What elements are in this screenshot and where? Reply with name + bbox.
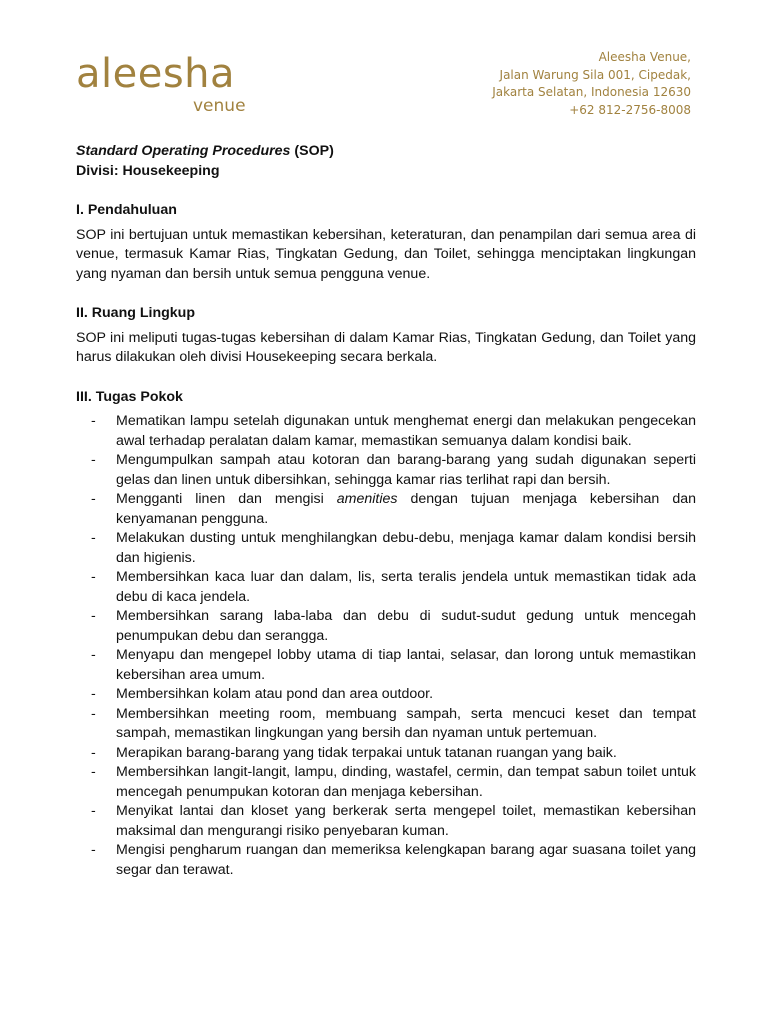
address-line: Jalan Warung Sila 001, Cipedak, bbox=[499, 67, 691, 82]
section-body-ruang-lingkup: SOP ini meliputi tugas-tugas kebersihan di dalam Kamar Rias, Tingkatan Gedung, dan Toilet yang harus dilakukan oleh divisi Housekeeping secara berkala. bbox=[76, 329, 696, 365]
list-item bbox=[76, 744, 696, 764]
task-text: Mengisi pengharum ruangan dan memeriksa kelengkapan barang agar suasana toilet yang segar dan terawat. bbox=[116, 842, 696, 878]
list-item bbox=[76, 705, 696, 744]
task-text: Membersihkan sarang laba-laba dan debu di sudut-sudut gedung untuk mencegah penumpukan debu dan serangga. bbox=[116, 608, 696, 644]
task-text: Membersihkan kolam atau pond dan area outdoor. bbox=[116, 686, 434, 702]
address-line: Aleesha Venue, bbox=[598, 50, 691, 64]
list-bullet: - bbox=[91, 452, 96, 468]
list-bullet: - bbox=[91, 647, 96, 663]
list-item bbox=[76, 412, 696, 451]
section-body-pendahuluan: SOP ini bertujuan untuk memastikan kebersihan, keteraturan, dan penampilan dari semua area di venue, termasuk Kamar Rias, Tingkatan Gedung, dan Toilet, sehingga menciptakan lingkungan yang nyaman dan bersih untuk semua pengguna venue. bbox=[76, 226, 696, 282]
list-bullet: - bbox=[91, 413, 96, 429]
task-text-italic: amenities bbox=[336, 491, 398, 507]
section-heading-pendahuluan: I. Pendahuluan bbox=[76, 202, 177, 218]
address-phone: +62 812-2756-8008 bbox=[569, 102, 691, 117]
list-item bbox=[76, 646, 696, 685]
task-text: Membersihkan meeting room, membuang sampah, serta mencuci keset dan tempat sampah, memastikan lingkungan yang bersih dan nyaman untuk pertemuan. bbox=[116, 705, 696, 741]
list-bullet: - bbox=[91, 569, 96, 585]
task-text: Membersihkan kaca luar dan dalam, lis, serta teralis jendela untuk memastikan tidak ada debu di kaca jendela. bbox=[116, 569, 696, 605]
task-text: Menyikat lantai dan kloset yang berkerak serta mengepel toilet, memastikan kebersihan maksimal dan mengurangi risiko penyebaran kuman. bbox=[116, 803, 696, 839]
section-heading-ruang-lingkup: II. Ruang Lingkup bbox=[76, 305, 196, 321]
list-item bbox=[76, 607, 696, 646]
task-text: Menyapu dan mengepel lobby utama di tiap lantai, selasar, dan lorong untuk memastikan kebersihan area umum. bbox=[116, 647, 696, 683]
list-bullet: - bbox=[91, 842, 96, 858]
doc-title bbox=[76, 142, 696, 162]
list-bullet: - bbox=[91, 744, 96, 761]
task-text: Mematikan lampu setelah digunakan untuk menghemat energi dan melakukan pengecekan awal terhadap peralatan dalam kamar, memastikan semuanya dalam kondisi baik. bbox=[116, 413, 696, 449]
list-bullet: - bbox=[91, 764, 96, 780]
document-body bbox=[76, 142, 696, 880]
list-bullet: - bbox=[91, 491, 96, 507]
list-bullet: - bbox=[91, 530, 96, 546]
section-heading-tugas-pokok: III. Tugas Pokok bbox=[76, 388, 183, 405]
aleesha-logo bbox=[76, 52, 266, 118]
task-text: Merapikan barang-barang yang tidak terpakai untuk tatanan ruangan yang baik. bbox=[116, 744, 617, 761]
doc-title-italic: Standard Operating Procedures bbox=[76, 143, 291, 159]
task-text: Melakukan dusting untuk menghilangkan debu-debu, menjaga kamar dalam kondisi bersih dan higienis. bbox=[116, 530, 696, 566]
list-item bbox=[76, 568, 696, 607]
list-item bbox=[76, 841, 696, 880]
doc-division: Divisi: Housekeeping bbox=[76, 162, 220, 179]
list-item bbox=[76, 763, 696, 802]
logo-wordmark: aleesha bbox=[76, 51, 236, 97]
address-line: Jakarta Selatan, Indonesia 12630 bbox=[492, 85, 691, 99]
doc-title-rest: (SOP) bbox=[290, 143, 334, 159]
task-text: Mengumpulkan sampah atau kotoran dan barang-barang yang sudah digunakan seperti gelas dan linen untuk dibersihkan, sehingga kamar rias terlihat rapi dan bersih. bbox=[116, 452, 696, 488]
list-item bbox=[76, 451, 696, 490]
list-item bbox=[76, 529, 696, 568]
task-text-before: Mengganti linen dan mengisi bbox=[116, 491, 337, 507]
venue-address bbox=[492, 49, 691, 119]
list-bullet: - bbox=[91, 686, 96, 702]
list-item bbox=[76, 685, 696, 705]
list-bullet: - bbox=[91, 705, 96, 722]
logo-subtitle: venue bbox=[193, 96, 246, 116]
list-item bbox=[76, 802, 696, 841]
task-text: Membersihkan langit-langit, lampu, dinding, wastafel, cermin, dan tempat sabun toilet untuk mencegah penumpukan kotoran dan menjaga kebersihan. bbox=[116, 764, 696, 800]
list-bullet: - bbox=[91, 803, 96, 819]
list-bullet: - bbox=[91, 608, 96, 624]
list-item bbox=[76, 490, 696, 529]
task-text-after: dengan tujuan menjaga kebersihan dan kenyamanan pengguna. bbox=[116, 491, 696, 527]
task-list bbox=[76, 412, 696, 880]
